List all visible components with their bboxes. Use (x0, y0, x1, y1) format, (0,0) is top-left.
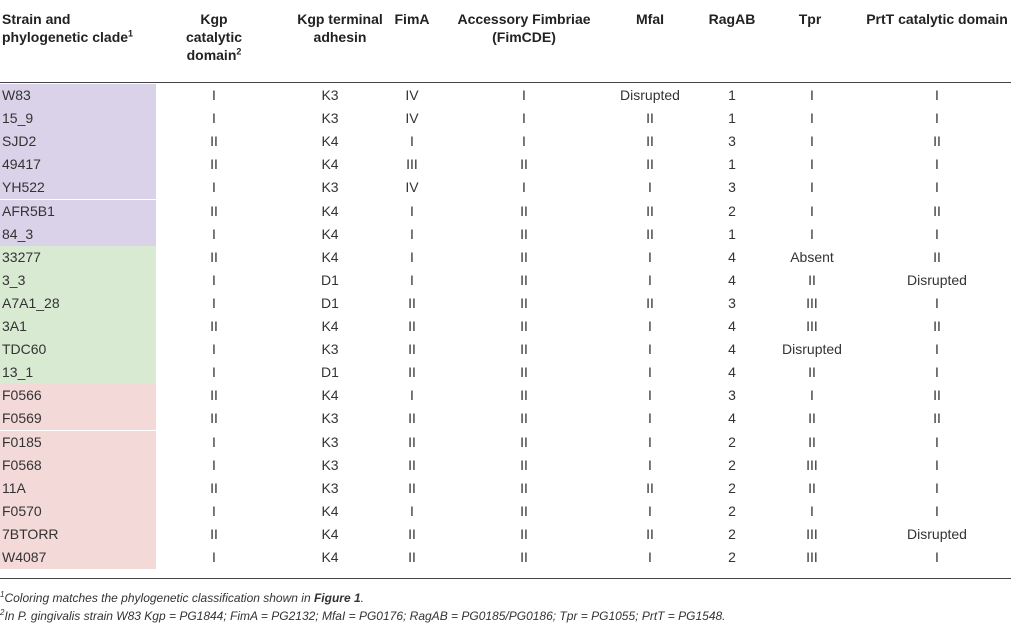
ragab-cell: 4 (728, 410, 736, 427)
tpr-cell: I (810, 87, 814, 103)
table-row (0, 500, 1011, 523)
ragab-cell: 2 (728, 433, 736, 450)
kgp-catalytic-cell: I (212, 549, 216, 565)
mfai-cell: II (646, 202, 654, 219)
mfai-cell: II (646, 156, 654, 173)
kgp-terminal-cell: K4 (321, 318, 339, 334)
tpr-cell: II (808, 410, 816, 427)
kgp-terminal-cell: K3 (321, 87, 339, 103)
ragab-cell: 3 (728, 179, 736, 196)
fima-cell: II (408, 318, 416, 334)
tpr-cell: I (810, 202, 814, 219)
ragab-cell: 1 (728, 156, 736, 173)
tpr-cell: III (806, 525, 818, 542)
kgp-terminal-cell: K3 (321, 179, 339, 196)
prtt-cell: I (935, 87, 939, 103)
strain-cell: F0570 (0, 500, 156, 523)
prtt-cell: I (935, 156, 939, 173)
header-accessory-fimbriae: Accessory Fimbriae (FimCDE) (457, 11, 591, 45)
strain-cell: 3A1 (0, 315, 156, 338)
header-fima: FimA (394, 11, 430, 27)
strain-cell: TDC60 (0, 338, 156, 361)
kgp-catalytic-cell: II (210, 410, 218, 427)
table-header (0, 0, 1011, 82)
accessory-fimbriae-cell: I (522, 179, 526, 196)
kgp-terminal-cell: D1 (321, 364, 339, 381)
kgp-catalytic-cell: II (210, 479, 218, 496)
mfai-cell: I (648, 271, 652, 288)
strain-cell: 15_9 (0, 107, 156, 130)
tpr-cell: II (808, 479, 816, 496)
mfai-cell: I (648, 433, 652, 450)
table-row (0, 223, 1011, 246)
kgp-catalytic-cell: I (212, 364, 216, 381)
accessory-fimbriae-cell: II (520, 341, 528, 358)
strain-cell: 7BTORR (0, 523, 156, 546)
prtt-cell: II (933, 318, 941, 334)
accessory-fimbriae-cell: II (520, 549, 528, 565)
fima-cell: II (408, 294, 416, 311)
accessory-fimbriae-cell: II (520, 156, 528, 173)
table-row (0, 431, 1011, 454)
strain-cell: A7A1_28 (0, 292, 156, 315)
strain-cell: 3_3 (0, 269, 156, 292)
fima-cell: I (410, 387, 414, 404)
table-row (0, 477, 1011, 500)
footnote-1: $^1$Coloring matches the phylogenetic classification shown in Figure 1. (0, 590, 364, 605)
prtt-cell: II (933, 133, 941, 150)
ragab-cell: 4 (728, 248, 736, 265)
tpr-cell: I (810, 179, 814, 196)
kgp-catalytic-cell: II (210, 387, 218, 404)
kgp-terminal-cell: K3 (321, 341, 339, 358)
mfai-cell: II (646, 479, 654, 496)
header-tpr: Tpr (798, 11, 822, 27)
kgp-terminal-cell: K3 (321, 410, 339, 427)
strain-cell: 49417 (0, 153, 156, 176)
prtt-cell: I (935, 479, 939, 496)
mfai-cell: Disrupted (620, 87, 680, 103)
kgp-terminal-cell: K4 (321, 387, 339, 404)
ragab-cell: 2 (728, 479, 736, 496)
mfai-cell: I (648, 456, 652, 473)
ragab-cell: 1 (728, 225, 736, 242)
header-strain: Strain and phylogenetic clade$^1$ (2, 11, 134, 45)
ragab-cell: 2 (728, 525, 736, 542)
kgp-catalytic-cell: II (210, 248, 218, 265)
kgp-terminal-cell: K4 (321, 525, 339, 542)
kgp-terminal-cell: K4 (321, 549, 339, 565)
fima-cell: I (410, 248, 414, 265)
ragab-cell: 4 (728, 341, 736, 358)
bottom-rule (0, 578, 1011, 579)
fima-cell: II (408, 479, 416, 496)
strain-cell: 84_3 (0, 223, 156, 246)
kgp-terminal-cell: K4 (321, 133, 339, 150)
prtt-cell: I (935, 225, 939, 242)
ragab-cell: 3 (728, 133, 736, 150)
ragab-cell: 2 (728, 549, 736, 565)
strain-cell: SJD2 (0, 130, 156, 153)
kgp-terminal-cell: K3 (321, 479, 339, 496)
header-kgp-catalytic: Kgp catalytic domain$^2$ (185, 11, 243, 63)
fima-cell: IV (405, 179, 419, 196)
kgp-terminal-cell: K3 (321, 110, 339, 127)
mfai-cell: I (648, 179, 652, 196)
table-row (0, 546, 1011, 569)
ragab-cell: 2 (728, 202, 736, 219)
tpr-cell: III (806, 294, 818, 311)
accessory-fimbriae-cell: II (520, 271, 528, 288)
prtt-cell: Disrupted (907, 525, 967, 542)
prtt-cell: I (935, 110, 939, 127)
accessory-fimbriae-cell: II (520, 225, 528, 242)
accessory-fimbriae-cell: II (520, 364, 528, 381)
fima-cell: I (410, 502, 414, 519)
accessory-fimbriae-cell: II (520, 202, 528, 219)
table-row (0, 153, 1011, 176)
header-kgp-terminal: Kgp terminal adhesin (297, 11, 383, 45)
tpr-cell: Absent (790, 248, 834, 265)
table-row (0, 523, 1011, 546)
accessory-fimbriae-cell: II (520, 525, 528, 542)
ragab-cell: 3 (728, 294, 736, 311)
ragab-cell: 1 (728, 87, 736, 103)
kgp-terminal-cell: D1 (321, 271, 339, 288)
ragab-cell: 4 (728, 271, 736, 288)
fima-cell: II (408, 549, 416, 565)
accessory-fimbriae-cell: II (520, 479, 528, 496)
accessory-fimbriae-cell: II (520, 248, 528, 265)
fima-cell: I (410, 271, 414, 288)
tpr-cell: I (810, 110, 814, 127)
fima-cell: IV (405, 87, 419, 103)
accessory-fimbriae-cell: I (522, 110, 526, 127)
fima-cell: II (408, 433, 416, 450)
accessory-fimbriae-cell: II (520, 294, 528, 311)
mfai-cell: II (646, 110, 654, 127)
mfai-cell: I (648, 387, 652, 404)
accessory-fimbriae-cell: II (520, 318, 528, 334)
table-row (0, 292, 1011, 315)
strain-cell: 13_1 (0, 361, 156, 384)
table-row (0, 361, 1011, 384)
strain-cell: F0568 (0, 454, 156, 477)
prtt-cell: II (933, 202, 941, 219)
ragab-cell: 4 (728, 364, 736, 381)
table-row (0, 315, 1011, 338)
kgp-catalytic-cell: II (210, 133, 218, 150)
accessory-fimbriae-cell: II (520, 456, 528, 473)
mfai-cell: I (648, 318, 652, 334)
table-row (0, 407, 1011, 430)
kgp-terminal-cell: K3 (321, 433, 339, 450)
tpr-cell: III (806, 318, 818, 334)
tpr-cell: I (810, 133, 814, 150)
table-row (0, 84, 1011, 107)
table-row (0, 246, 1011, 269)
accessory-fimbriae-cell: II (520, 502, 528, 519)
header-prtt: PrtT catalytic domain (866, 11, 1008, 27)
strain-cell: 33277 (0, 246, 156, 269)
fima-cell: I (410, 225, 414, 242)
kgp-catalytic-cell: I (212, 502, 216, 519)
table-row (0, 454, 1011, 477)
mfai-cell: II (646, 294, 654, 311)
kgp-catalytic-cell: II (210, 156, 218, 173)
tpr-cell: I (810, 156, 814, 173)
fima-cell: I (410, 202, 414, 219)
kgp-catalytic-cell: II (210, 525, 218, 542)
header-ragab: RagAB (708, 11, 756, 27)
strain-cell: AFR5B1 (0, 200, 156, 223)
tpr-cell: I (810, 502, 814, 519)
fima-cell: III (406, 156, 418, 173)
prtt-cell: II (933, 248, 941, 265)
strain-cell: W83 (0, 84, 156, 107)
strain-cell: F0566 (0, 384, 156, 407)
kgp-catalytic-cell: I (212, 87, 216, 103)
kgp-catalytic-cell: I (212, 294, 216, 311)
fima-cell: II (408, 341, 416, 358)
fima-cell: II (408, 364, 416, 381)
kgp-catalytic-cell: I (212, 341, 216, 358)
accessory-fimbriae-cell: I (522, 87, 526, 103)
kgp-catalytic-cell: I (212, 433, 216, 450)
mfai-cell: II (646, 525, 654, 542)
prtt-cell: I (935, 364, 939, 381)
kgp-terminal-cell: K4 (321, 202, 339, 219)
tpr-cell: Disrupted (782, 341, 842, 358)
table-row (0, 130, 1011, 153)
kgp-catalytic-cell: I (212, 225, 216, 242)
mfai-cell: I (648, 549, 652, 565)
mfai-cell: II (646, 225, 654, 242)
kgp-terminal-cell: K4 (321, 225, 339, 242)
mfai-cell: I (648, 341, 652, 358)
prtt-cell: I (935, 502, 939, 519)
strain-cell: W4087 (0, 546, 156, 569)
prtt-cell: II (933, 387, 941, 404)
kgp-catalytic-cell: I (212, 271, 216, 288)
ragab-cell: 3 (728, 387, 736, 404)
strain-cell: 11A (0, 477, 156, 500)
prtt-cell: I (935, 341, 939, 358)
table-row (0, 269, 1011, 292)
accessory-fimbriae-cell: II (520, 433, 528, 450)
kgp-terminal-cell: K4 (321, 502, 339, 519)
kgp-catalytic-cell: II (210, 318, 218, 334)
table-row (0, 200, 1011, 223)
prtt-cell: Disrupted (907, 271, 967, 288)
strain-cell: F0185 (0, 431, 156, 454)
prtt-cell: I (935, 433, 939, 450)
mfai-cell: I (648, 364, 652, 381)
kgp-catalytic-cell: I (212, 179, 216, 196)
header-rule (0, 82, 1011, 83)
mfai-cell: I (648, 248, 652, 265)
mfai-cell: I (648, 502, 652, 519)
ragab-cell: 1 (728, 110, 736, 127)
kgp-catalytic-cell: I (212, 456, 216, 473)
tpr-cell: II (808, 271, 816, 288)
table-row (0, 107, 1011, 130)
kgp-terminal-cell: K4 (321, 248, 339, 265)
mfai-cell: I (648, 410, 652, 427)
prtt-cell: II (933, 410, 941, 427)
ragab-cell: 2 (728, 502, 736, 519)
tpr-cell: I (810, 225, 814, 242)
table-row (0, 176, 1011, 199)
strain-cell: F0569 (0, 407, 156, 430)
strain-cell: YH522 (0, 176, 156, 199)
tpr-cell: III (806, 456, 818, 473)
fima-cell: II (408, 456, 416, 473)
ragab-cell: 4 (728, 318, 736, 334)
fima-cell: II (408, 410, 416, 427)
kgp-terminal-cell: K4 (321, 156, 339, 173)
prtt-cell: I (935, 179, 939, 196)
tpr-cell: II (808, 433, 816, 450)
table-row (0, 338, 1011, 361)
accessory-fimbriae-cell: II (520, 387, 528, 404)
header-mfai: MfaI (636, 11, 664, 27)
prtt-cell: I (935, 549, 939, 565)
table-row (0, 384, 1011, 407)
tpr-cell: I (810, 387, 814, 404)
fima-cell: IV (405, 110, 419, 127)
kgp-terminal-cell: K3 (321, 456, 339, 473)
tpr-cell: II (808, 364, 816, 381)
accessory-fimbriae-cell: I (522, 133, 526, 150)
ragab-cell: 2 (728, 456, 736, 473)
prtt-cell: I (935, 294, 939, 311)
kgp-terminal-cell: D1 (321, 294, 339, 311)
fima-cell: II (408, 525, 416, 542)
prtt-cell: I (935, 456, 939, 473)
kgp-catalytic-cell: II (210, 202, 218, 219)
footnote-2: $^2$In P. gingivalis strain W83 Kgp = PG1844; FimA = PG2132; MfaI = PG0176; RagAB = PG0185/PG0186; Tpr = PG1055; PrtT = PG1548. (0, 608, 726, 623)
kgp-catalytic-cell: I (212, 110, 216, 127)
accessory-fimbriae-cell: II (520, 410, 528, 427)
mfai-cell: II (646, 133, 654, 150)
tpr-cell: III (806, 549, 818, 565)
fima-cell: I (410, 133, 414, 150)
